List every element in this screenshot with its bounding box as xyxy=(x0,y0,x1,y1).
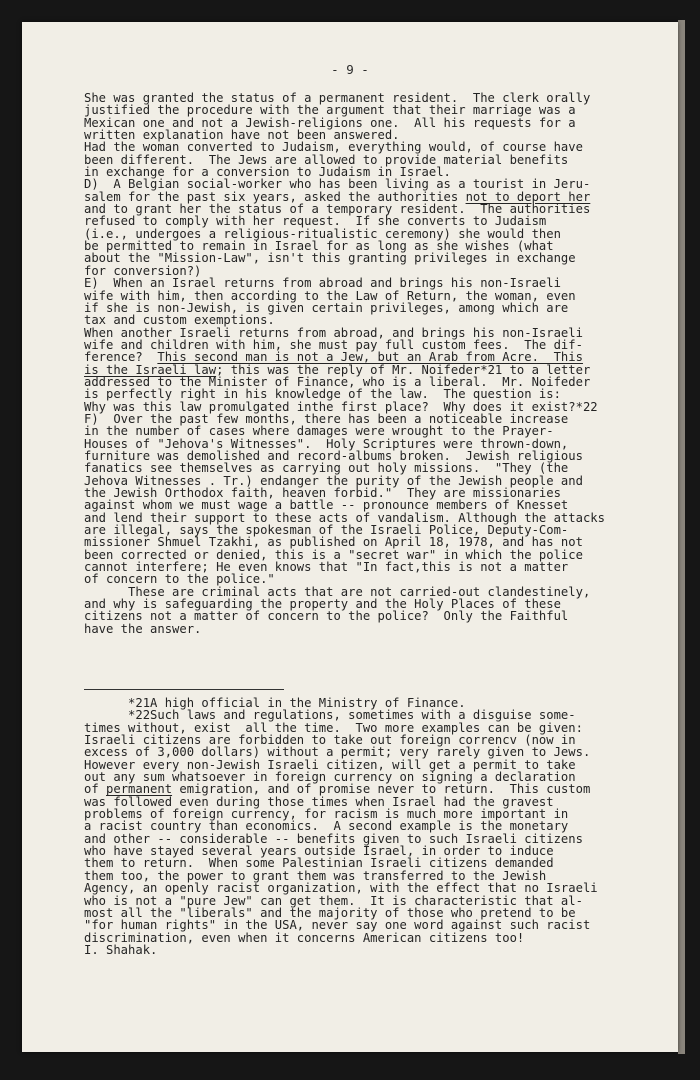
main-text xyxy=(84,92,650,684)
body-line: is the Israeli law; this was the reply of Mr. Noifeder*21 to a letter xyxy=(84,362,591,377)
footnote-line: most all the "liberals" and the majority of those who pretend to be xyxy=(84,905,576,920)
body-line: of concern to the police." xyxy=(84,572,275,587)
body-line: salem for the past six years, asked the authorities not to deport her xyxy=(84,189,591,204)
body-line: is perfectly right in his knowledge of the law. The question is: xyxy=(84,387,561,402)
footnote-line: *21A high official in the Ministry of Finance. xyxy=(84,697,466,710)
body-line: tax and custom exemptions. xyxy=(84,313,275,328)
body-line: if she is non-Jewish, is given certain privileges, among which are xyxy=(84,300,569,315)
body-line: justified the procedure with the argument that their marriage was a xyxy=(84,103,576,118)
footnote-line: a racist country than economics. A second example is the monetary xyxy=(84,819,569,834)
footnote-line: them too, the power to grant them was transferred to the Jewish xyxy=(84,868,547,883)
body-line: Jehova Witnesses . Tr.) endanger the purity of the Jewish people and xyxy=(84,473,583,488)
footnote-line: who is not a "pure Jew" can get them. It is characteristic that al- xyxy=(84,893,583,908)
page-edge-shadow xyxy=(678,20,685,1054)
body-line: F) Over the past few months, there has been a noticeable increase xyxy=(84,411,569,426)
footnote-line: excess of 3,000 dollars) without a permit; very rarely given to Jews. xyxy=(84,745,591,760)
body-line: E) When an Israel returns from abroad and brings his non-Israeli xyxy=(84,276,561,291)
body-line: been corrected or denied, this is a "secret war" in which the police xyxy=(84,547,583,562)
body-line: have the answer. xyxy=(84,621,202,636)
underlined-text: permanent xyxy=(106,782,173,797)
page-number: - 9 - xyxy=(331,62,369,77)
body-line: are illegal, says the spokesman of the Israeli Police, Deputy-Com- xyxy=(84,523,569,538)
body-line: been different. The Jews are allowed to provide material benefits xyxy=(84,152,569,167)
footnote-line: of permanent emigration, and of promise never to return. This custom xyxy=(84,782,591,797)
body-line: (i.e., undergoes a religious-ritualistic ceremony) she would then xyxy=(84,226,561,241)
body-line: These are criminal acts that are not carried-out clandestinely, xyxy=(84,584,591,599)
footnote-line: was followed even during those times when Israel had the gravest xyxy=(84,794,554,809)
footnote-line: problems of foreign currency, for racism is much more important in xyxy=(84,807,569,822)
body-line: and to grant her the status of a temporary resident. The authorities xyxy=(84,202,591,217)
footnote-line: them to return. When some Palestinian Israeli citizens demanded xyxy=(84,856,554,871)
body-line: written explanation have not been answered. xyxy=(84,128,400,143)
body-line: against whom we must wage a battle -- pronounce members of Knesset xyxy=(84,498,569,513)
underlined-text: not to deport her xyxy=(465,189,591,204)
body-line: cannot interfere; He even knows that "In fact,this is not a matter xyxy=(84,560,569,575)
body-line: furniture was demolished and record-albums broken. Jewish religious xyxy=(84,448,583,463)
body-line: wife and children with him, she must pay full custom fees. The dif- xyxy=(84,337,583,352)
footnote-line: "for human rights" in the USA, never say one word against such racist xyxy=(84,918,591,933)
body-line: Why was this law promulgated inthe first place? Why does it exist?*22 xyxy=(84,399,598,414)
body-line: Mexican one and not a Jewish-religions one. All his requests for a xyxy=(84,115,576,130)
footnote-line: Agency, an openly racist organization, with the effect that no Israeli xyxy=(84,881,598,896)
footnote-line: Israeli citizens are forbidden to take out foreign correncv (now in xyxy=(84,733,576,748)
body-line: missioner Shmuel Tzakhi, as published on April 18, 1978, and has not xyxy=(84,535,583,550)
body-line: citizens not a matter of concern to the police? Only the Faithful xyxy=(84,609,569,624)
body-line: about the "Mission-Law", isn't this granting privileges in exchange xyxy=(84,251,576,266)
body-line: refused to comply with her request. If she converts to Judaism xyxy=(84,214,547,229)
footnotes xyxy=(84,697,650,987)
footnote-line: out any sum whatsoever in foreign currency on signing a declaration xyxy=(84,770,576,785)
body-line: and why is safeguarding the property and the Holy Places of these xyxy=(84,597,561,612)
footnote-line: who have stayed several years outside Israel, in order to induce xyxy=(84,844,554,859)
body-line: be permitted to remain in Israel for as long as she wishes (what xyxy=(84,239,554,254)
body-line: wife with him, then according to the Law of Return, the woman, even xyxy=(84,288,576,303)
body-line: fanatics see themselves as carrying out holy missions. "They (the xyxy=(84,461,569,476)
footnote-separator xyxy=(84,689,284,690)
footnote-line: However every non-Jewish Israeli citizen, will get a permit to take xyxy=(84,757,576,772)
body-line: Houses of "Jehova's Witnesses". Holy Scriptures were thrown-down, xyxy=(84,436,569,451)
body-line: the Jewish Orthodox faith, heaven forbid." They are missionaries xyxy=(84,486,561,500)
footnote-line: discrimination, even when it concerns American citizens too! xyxy=(84,930,525,945)
body-line: Had the woman converted to Judaism, everything would, of course have xyxy=(84,140,583,155)
footnote-line: times without, exist all the time. Two more examples can be given: xyxy=(84,720,583,735)
body-line: in exchange for a conversion to Judaism in Israel. xyxy=(84,165,451,180)
footnote-line: *22Such laws and regulations, sometimes with a disguise some- xyxy=(84,708,576,723)
footnote-line: I. Shahak. xyxy=(84,942,158,957)
body-line: ference? This second man is not a Jew, but an Arab from Acre. This xyxy=(84,350,583,365)
body-line: D) A Belgian social-worker who has been living as a tourist in Jeru- xyxy=(84,177,591,192)
body-line: for conversion?) xyxy=(84,263,202,278)
footnote-line: and other -- considerable -- benefits given to such Israeli citizens xyxy=(84,831,583,846)
body-line: She was granted the status of a permanent resident. The clerk orally xyxy=(84,92,591,105)
underlined-text: is the Israeli law xyxy=(84,362,217,377)
body-line: in the number of cases where damages were wrought to the Prayer- xyxy=(84,424,554,439)
body-line: and lend their support to these acts of vandalism. Although the attacks xyxy=(84,510,605,525)
underlined-text: This second man is not a Jew, but an Arab from Acre. This xyxy=(157,350,583,365)
body-line: When another Israeli returns from abroad, and brings his non-Israeli xyxy=(84,325,583,340)
body-line: addressed to the Minister of Finance, who is a liberal. Mr. Noifeder xyxy=(84,374,591,389)
